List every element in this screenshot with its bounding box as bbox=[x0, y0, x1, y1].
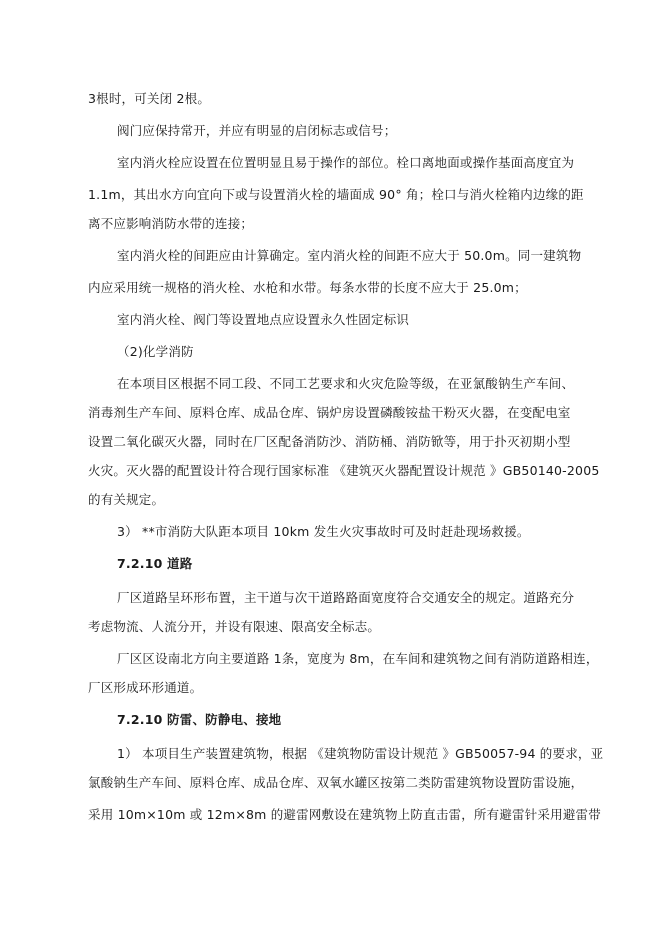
text-line: 消毒剂生产车间、原料仓库、成品仓库、锅炉房设置磷酸铵盐干粉灭火器，在变配电室 bbox=[88, 405, 571, 420]
text-line: 3根时，可关闭 2根。 bbox=[88, 91, 211, 106]
text-line: 离不应影响消防水带的连接； bbox=[88, 216, 254, 231]
text-line: 内应采用统一规格的消火栓、水枪和水带。每条水带的长度不应大于 25.0m； bbox=[88, 280, 527, 295]
text-line: 厂区道路呈环形布置，主干道与次干道路路面宽度符合交通安全的规定。道路充分 bbox=[117, 590, 575, 605]
text-line: 设置二氧化碳灭火器，同时在厂区配备消防沙、消防桶、消防锨等，用于扑灭初期小型 bbox=[88, 434, 571, 449]
text-line: 采用 10m×10m 或 12m×8m 的避雷网敷设在建筑物上防直击雷，所有避雷针采用避雷带 bbox=[88, 807, 601, 822]
section-heading-road: 7.2.10 道路 bbox=[117, 556, 193, 571]
text-line: 3） **市消防大队距本项目 10km 发生火灾事故时可及时赶赴现场救援。 bbox=[117, 524, 530, 539]
text-line: 火灾。灭火器的配置设计符合现行国家标准 《建筑灭火器配置设计规范 》GB50140-2005 bbox=[88, 463, 600, 478]
text-line: 1） 本项目生产装置建筑物，根据 《建筑物防雷设计规范 》GB50057-94 的要求，亚 bbox=[117, 746, 604, 761]
text-line: 室内消火栓、阀门等设置地点应设置永久性固定标识 bbox=[117, 312, 410, 327]
text-line: 厂区区设南北方向主要道路 1条，宽度为 8m，在车间和建筑物之间有消防道路相连， bbox=[117, 651, 599, 666]
text-line: 阀门应保持常开，并应有明显的启闭标志或信号； bbox=[117, 123, 397, 138]
text-line: 室内消火栓的间距应由计算确定。室内消火栓的间距不应大于 50.0m。同一建筑物 bbox=[117, 248, 582, 263]
section-subheading: （2)化学消防 bbox=[117, 344, 194, 359]
text-line: 厂区形成环形通道。 bbox=[88, 680, 203, 695]
text-line: 室内消火栓应设置在位置明显且易于操作的部位。栓口离地面或操作基面高度宜为 bbox=[117, 155, 575, 170]
text-line: 氯酸钠生产车间、原料仓库、成品仓库、双氧水罐区按第二类防雷建筑物设置防雷设施， bbox=[88, 775, 584, 790]
section-heading-lightning: 7.2.10 防雷、防静电、接地 bbox=[117, 712, 282, 727]
text-line: 1.1m，其出水方向宜向下或与设置消火栓的墙面成 90° 角；栓口与消火栓箱内边缘的距 bbox=[88, 187, 584, 202]
text-line: 考虑物流、人流分开，并设有限速、限高安全标志。 bbox=[88, 619, 381, 634]
text-line: 在本项目区根据不同工段、不同工艺要求和火灾危险等级，在亚氯酸钠生产车间、 bbox=[117, 376, 575, 391]
text-line: 的有关规定。 bbox=[88, 492, 165, 507]
